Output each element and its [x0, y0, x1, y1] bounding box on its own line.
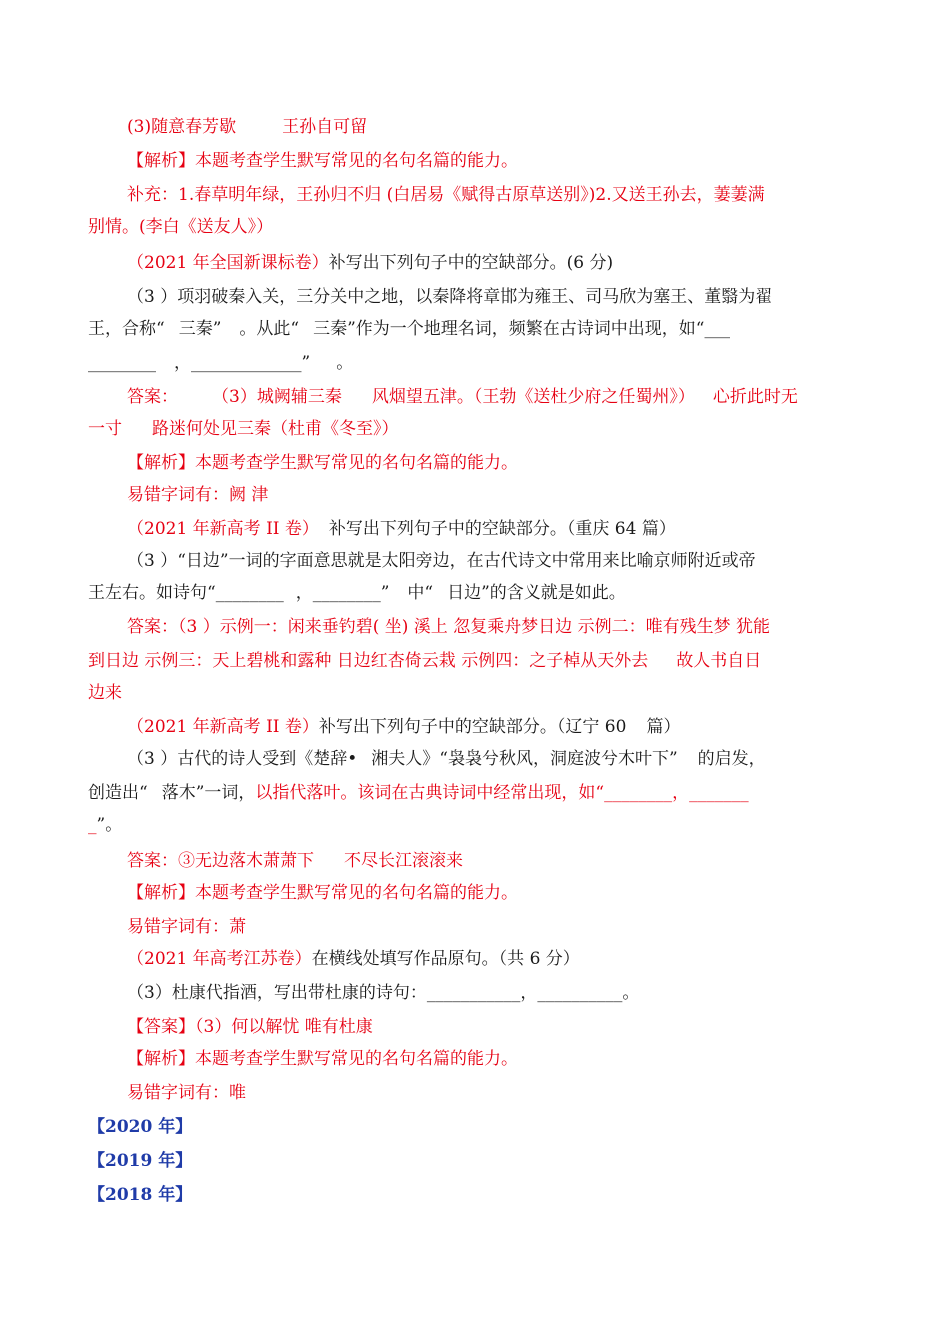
answer-line: [0, 682, 950, 704]
question-text: 湘夫人》“袅袅兮秋风，洞庭波兮木叶下”: [371, 749, 678, 769]
answer-text: 边来: [88, 683, 122, 703]
question-line: [0, 782, 950, 804]
question-line: [0, 550, 950, 572]
question-text: 。从此“: [239, 319, 300, 339]
answer-text: 到日边 示例三：天上碧桃和露种 日边红杏倚云栽 示例四：之子棹从天外去: [88, 651, 649, 671]
question-text: （3 ）古代的诗人受到《楚辞•: [127, 749, 358, 769]
answer-line: [0, 386, 950, 408]
question-text: 创造出“: [88, 783, 148, 803]
instruction-text: 补写出下列句子中的空缺部分。(6 分): [328, 253, 614, 273]
source-label: （2021 年新高考 II 卷）: [127, 519, 319, 539]
answer-text: 答案：③无边落木萧萧下: [127, 851, 314, 871]
instruction-text: 补写出下列句子中的空缺部分。（重庆 64 篇）: [328, 519, 676, 539]
answer-text: 王孙自可留: [282, 117, 368, 137]
answer-text: 路迷何处见三秦（杜甫《冬至》）: [152, 419, 399, 439]
question-source-line: [0, 716, 950, 738]
answer-line: [0, 850, 950, 872]
answer-text: 故人书自日: [676, 651, 762, 671]
blank-field: _: [88, 815, 97, 835]
error-words-text: 易错字词有：唯: [127, 1083, 246, 1103]
analysis-text: 【解析】本题考查学生默写常见的名句名篇的能力。: [127, 453, 518, 473]
answer-text: 答案：（3 ）示例一：闲来垂钓碧( 坐) 溪上 忽复乘舟梦日边 示例二：唯有残生梦 犹能: [127, 617, 771, 637]
question-line: [0, 318, 950, 340]
error-words-line: [0, 484, 950, 506]
question-text: 。: [336, 353, 354, 373]
supplement-line: [0, 216, 950, 238]
question-source-line: [0, 518, 950, 540]
question-source-line: [0, 252, 950, 274]
question-line: [0, 814, 950, 836]
question-text: （3 ）项羽破秦入关，三分关中之地，以秦降将章邯为雍王、司马欣为塞王、董翳为翟: [127, 287, 773, 307]
answer-label: 【答案】: [127, 1017, 195, 1037]
question-text: 的启发，: [697, 749, 766, 769]
instruction-text: 篇）: [646, 717, 681, 737]
analysis-text: 【解析】本题考查学生默写常见的名句名篇的能力。: [127, 883, 518, 903]
year-heading-2018: [0, 1184, 950, 1206]
supplement-text: 补充：1.春草明年绿，王孙归不归 (白居易《赋得古原草送别》)2.又送王孙去，萋萋满: [127, 185, 765, 205]
question-line: [0, 286, 950, 308]
supplement-text: 别情。(李白《送友人》）: [88, 217, 274, 237]
year-heading: 【2019 年】: [88, 1151, 193, 1171]
question-text: 三秦”作为一个地理名词，频繁在古诗词中出现，如“___: [313, 319, 730, 339]
question-line: [0, 982, 950, 1004]
answer-text: （3）何以解忧 唯有杜康: [195, 1017, 373, 1037]
text-line: [0, 116, 950, 138]
blank-field: ，_____________”: [174, 353, 311, 373]
question-line: [0, 748, 950, 770]
analysis-text: 【解析】本题考查学生默写常见的名句名篇的能力。: [127, 1049, 518, 1069]
question-source-line: [0, 948, 950, 970]
instruction-text: 补写出下列句子中的空缺部分。（辽宁 60: [318, 717, 627, 737]
answer-label: 答案：: [127, 387, 178, 407]
question-text: 落木”一词，: [161, 783, 256, 803]
analysis-line: [0, 452, 950, 474]
question-text: （3）杜康代指酒，写出带杜康的诗句：___________，__________。: [127, 983, 640, 1003]
analysis-text: 【解析】本题考查学生默写常见的名句名篇的能力。: [127, 151, 518, 171]
source-label: （2021 年新高考 II 卷）: [127, 717, 319, 737]
answer-text: 风烟望五津。（王勃《送杜少府之任蜀州》）: [371, 387, 695, 407]
answer-text: （3）城阙辅三秦: [212, 387, 342, 407]
question-line: [0, 582, 950, 604]
year-heading: 【2018 年】: [88, 1185, 193, 1205]
answer-line: [0, 418, 950, 440]
year-heading-2019: [0, 1150, 950, 1172]
question-text: 三秦”: [178, 319, 222, 339]
blank-field: ，________”: [295, 583, 390, 603]
answer-text: 一寸: [88, 419, 122, 439]
answer-text: 心折此时无: [712, 387, 798, 407]
supplement-line: [0, 184, 950, 206]
answer-text: 不尽长江滚滚来: [344, 851, 463, 871]
error-words-line: [0, 916, 950, 938]
question-text: 王左右。如诗句“________: [88, 583, 284, 603]
question-text: （3 ）“日边”一词的字面意思就是太阳旁边，在古代诗文中常用来比喻京师附近或帝: [127, 551, 756, 571]
analysis-line: [0, 1048, 950, 1070]
year-heading-2020: [0, 1116, 950, 1138]
source-label: （2021 年全国新课标卷）: [127, 253, 329, 273]
question-text: 日边”的含义就是如此。: [447, 583, 626, 603]
question-line: [0, 352, 950, 374]
answer-text: (3)随意春芳歇: [127, 117, 237, 137]
question-text: 王，合称“: [88, 319, 165, 339]
blank-field: ________: [88, 353, 156, 373]
question-text: 以指代落叶。该词在古典诗词中经常出现，如“________，_______: [255, 783, 749, 803]
answer-line: [0, 1016, 950, 1038]
error-words-text: 易错字词有：萧: [127, 917, 246, 937]
answer-line: [0, 650, 950, 672]
analysis-line: [0, 150, 950, 172]
error-words-text: 易错字词有：阙 津: [127, 485, 269, 505]
error-words-line: [0, 1082, 950, 1104]
source-label: （2021 年高考江苏卷）: [127, 949, 312, 969]
answer-line: [0, 616, 950, 638]
year-heading: 【2020 年】: [88, 1117, 193, 1137]
question-text: 中“: [407, 583, 434, 603]
question-text: ”。: [96, 815, 123, 835]
analysis-line: [0, 882, 950, 904]
instruction-text: 在横线处填写作品原句。（共 6 分）: [311, 949, 580, 969]
